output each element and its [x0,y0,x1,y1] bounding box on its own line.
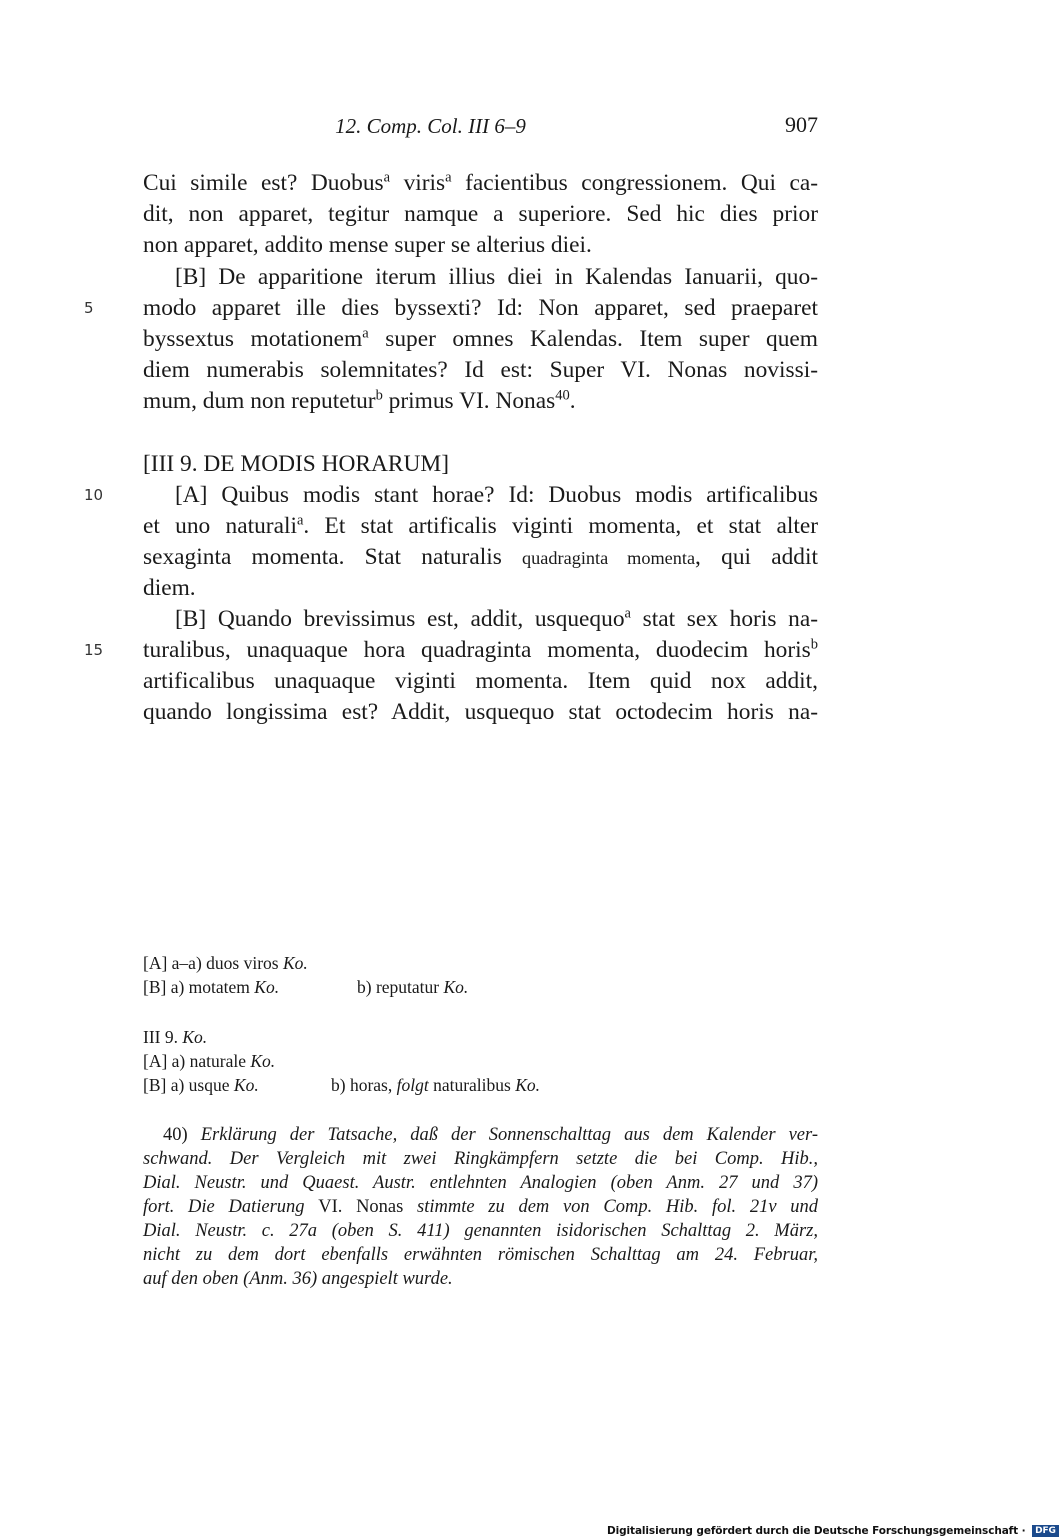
apparatus-entry: [B] a) motatem Ko. [143,977,280,997]
text-line: turalibus, unaquaque hora quadraginta momenta, duodecim horis$^b$ [143,636,818,663]
text-line: dit, non apparet, tegitur namque a superiore. Sed hic dies prior [143,201,818,227]
text-line: [A] Quibus modis stant horae? Id: Duobus modis artificalibus [175,482,818,508]
text-line: byssextus motationem$^a$ super omnes Kalendas. Item super quem [143,325,818,352]
apparatus-entry: [A] a) naturale Ko. [143,1051,276,1071]
line-number-10: 10 [84,486,104,504]
apparatus-entry: III 9. Ko. [143,1027,208,1047]
text-line: modo apparet ille dies byssexti? Id: Non apparet, sed praeparet [143,295,818,321]
text-line: diem numerabis solemnitates? Id est: Super VI. Nonas novissi- [143,357,818,383]
text-line: Cui simile est? Duobus$^a$ viris$^a$ facientibus congressionem. Qui ca- [143,169,819,196]
section-heading: [III 9. DE MODIS HORARUM] [143,451,450,477]
line-number-5: 5 [84,299,94,317]
apparatus-entry: [B] a) usque Ko. [143,1075,259,1095]
text-line: sexaginta momenta. Stat naturalis quadraginta momenta, qui addit [143,544,818,570]
apparatus-entry: b) reputatur Ko. [357,977,469,997]
text-line: mum, dum non reputetur$^b$ primus VI. Nonas$^{40}$. [143,387,576,414]
apparatus-entry: b) horas, folgt naturalibus Ko. [331,1075,541,1095]
footnote-line: nicht zu dem dort ebenfalls erwähnten römischen Schalttag am 24. Februar, [143,1245,818,1265]
footnote-line: auf den oben (Anm. 36) angespielt wurde. [143,1269,453,1289]
text-line: artificalibus unaquaque viginti momenta. Item quid nox addit, [143,668,818,694]
footnote-line: fort. Die Datierung VI. Nonas stimmte zu dem von Comp. Hib. fol. 21v und [143,1197,818,1217]
apparatus-entry: [A] a–a) duos viros Ko. [143,953,308,973]
footnote-line: schwand. Der Vergleich mit zwei Ringkämpfern setzte die bei Comp. Hib., [143,1149,818,1169]
line-number-15: 15 [84,641,104,659]
text-line: [B] De apparitione iterum illius diei in Kalendas Ianuarii, quo- [175,264,818,290]
page-number: 907 [785,112,818,137]
footnote-line: Dial. Neustr. und Quaest. Austr. entlehnten Analogien (oben Anm. 27 und 37) [143,1173,818,1193]
digitization-credit: Digitalisierung gefördert durch die Deutsche Forschungsgemeinschaft · DFG [607,1525,1059,1540]
text-line: quando longissima est? Addit, usquequo stat octodecim horis na- [143,699,818,725]
text-line: diem. [143,575,196,601]
text-line: non apparet, addito mense super se alterius diei. [143,232,592,258]
dfg-logo: DFG [1032,1525,1059,1537]
text-line: [B] Quando brevissimus est, addit, usquequo$^a$ stat sex horis na- [175,605,818,632]
footnote-line: 40) Erklärung der Tatsache, daß der Sonnenschalttag aus dem Kalender ver- [163,1125,818,1145]
page-header [143,114,818,144]
running-title: 12. Comp. Col. III 6–9 [335,114,526,138]
footnote-line: Dial. Neustr. c. 27a (oben S. 411) genannten isidorischen Schalttag 2. März, [143,1221,818,1241]
text-line: et uno naturali$^a$. Et stat artificalis viginti momenta, et stat alter [143,512,818,539]
